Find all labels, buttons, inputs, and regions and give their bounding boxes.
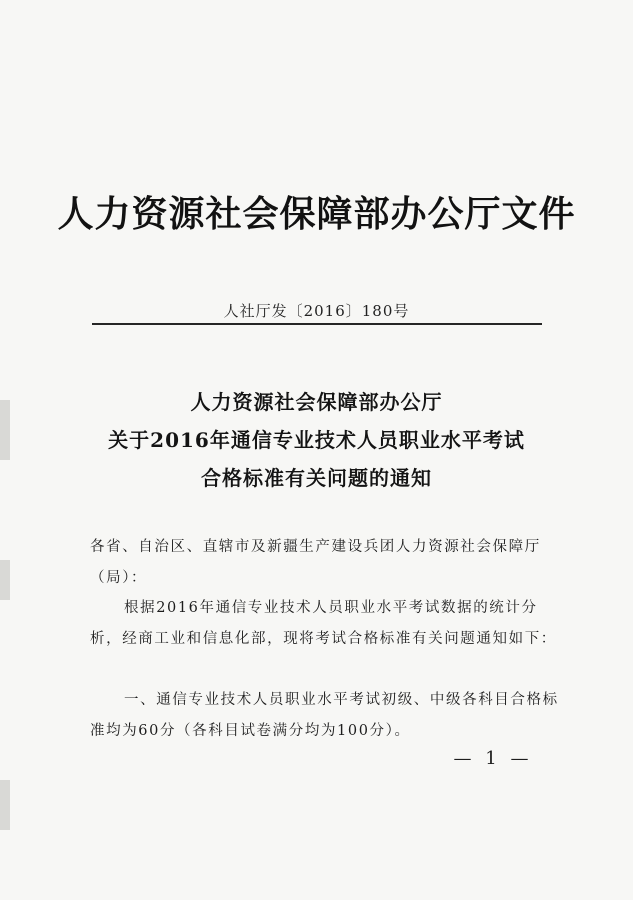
notice-title-line-2: 关于2016年通信专业技术人员职业水平考试: [108, 428, 525, 452]
body-paragraph-2: 一、通信专业技术人员职业水平考试初级、中级各科目合格标准均为60分（各科目试卷满分均为100分）。: [90, 692, 559, 739]
body-paragraph-1: 根据2016年通信专业技术人员职业水平考试数据的统计分析，经商工业和信息化部，现将考试合格标准有关问题通知如下：: [90, 600, 557, 647]
page-number: — 1 —: [453, 748, 533, 769]
scan-edge-mark: [0, 780, 10, 830]
scan-edge-mark: [0, 560, 10, 600]
document-number: 人社厅发〔2016〕180号: [223, 302, 410, 320]
notice-title-line-1: 人力资源社会保障部办公厅: [190, 390, 443, 414]
recipients-line: 各省、自治区、直辖市及新疆生产建设兵团人力资源社会保障厅（局）：: [90, 539, 541, 586]
issuing-authority-header: 人力资源社会保障部办公厅文件: [57, 193, 576, 235]
notice-title-line-3: 合格标准有关问题的通知: [201, 466, 432, 490]
header-divider: [92, 323, 542, 325]
